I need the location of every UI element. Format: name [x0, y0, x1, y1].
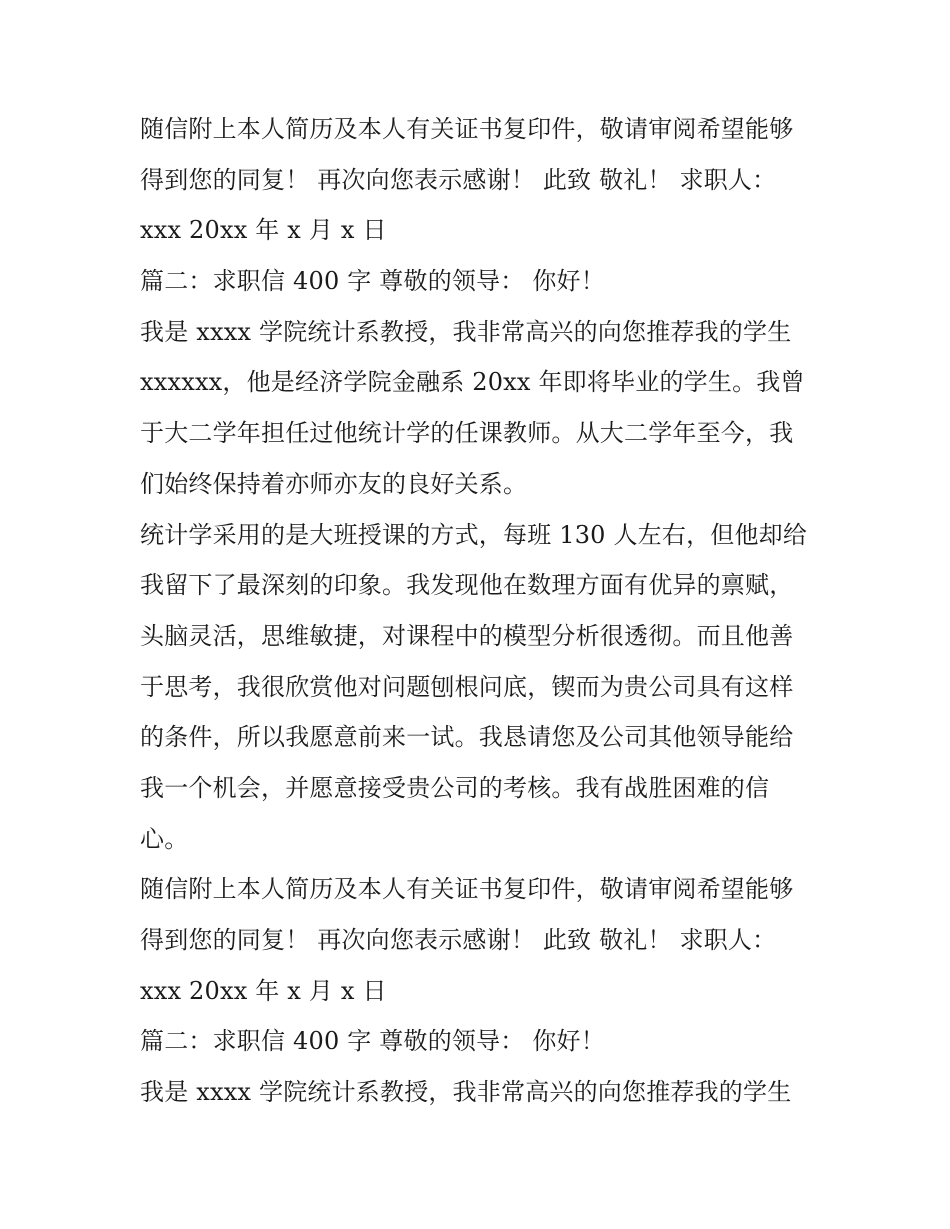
text-line: 的条件，所以我愿意前来一试。我恳请您及公司其他领导能给 [140, 723, 794, 752]
text-line: 随信附上本人简历及本人有关证书复印件，敬请审阅希望能够 [140, 875, 794, 904]
text-line: 随信附上本人简历及本人有关证书复印件，敬请审阅希望能够 [140, 115, 794, 143]
text-line: xxx 20xx 年 x 月 x 日 [140, 216, 387, 245]
text-line: 统计学采用的是大班授课的方式，每班 130 人左右，但他却给 [140, 520, 808, 549]
text-line: xxxxxx，他是经济学院金融系 20xx 年即将毕业的学生。我曾 [140, 368, 805, 397]
text-line: xxx 20xx 年 x 月 x 日 [140, 976, 387, 1005]
text-line: 于思考，我很欣赏他对问题刨根问底，锲而为贵公司具有这样 [140, 672, 794, 701]
text-line: 们始终保持着亦师亦友的良好关系。 [140, 469, 528, 498]
text-line: 篇二：求职信 400 字 尊敬的领导： 你好！ [140, 1027, 605, 1056]
text-line: 得到您的同复！ 再次向您表示感谢！ 此致 敬礼！ 求职人： [140, 926, 777, 954]
text-line: 于大二学年担任过他统计学的任课教师。从大二学年至今，我 [140, 419, 794, 448]
text-line: 我是 xxxx 学院统计系教授，我非常高兴的向您推荐我的学生 [140, 317, 792, 346]
text-line: 我是 xxxx 学院统计系教授，我非常高兴的向您推荐我的学生 [140, 1078, 792, 1107]
text-line: 头脑灵活，思维敏捷，对课程中的模型分析很透彻。而且他善 [140, 621, 794, 650]
document-body [140, 104, 820, 1118]
text-line: 心。 [140, 824, 189, 853]
text-line: 得到您的同复！ 再次向您表示感谢！ 此致 敬礼！ 求职人： [140, 165, 777, 194]
text-line: 我留下了最深刻的印象。我发现他在数理方面有优异的禀赋， [140, 571, 794, 600]
text-line: 篇二：求职信 400 字 尊敬的领导： 你好！ [140, 267, 605, 296]
text-line: 我一个机会，并愿意接受贵公司的考核。我有战胜困难的信 [140, 773, 770, 802]
